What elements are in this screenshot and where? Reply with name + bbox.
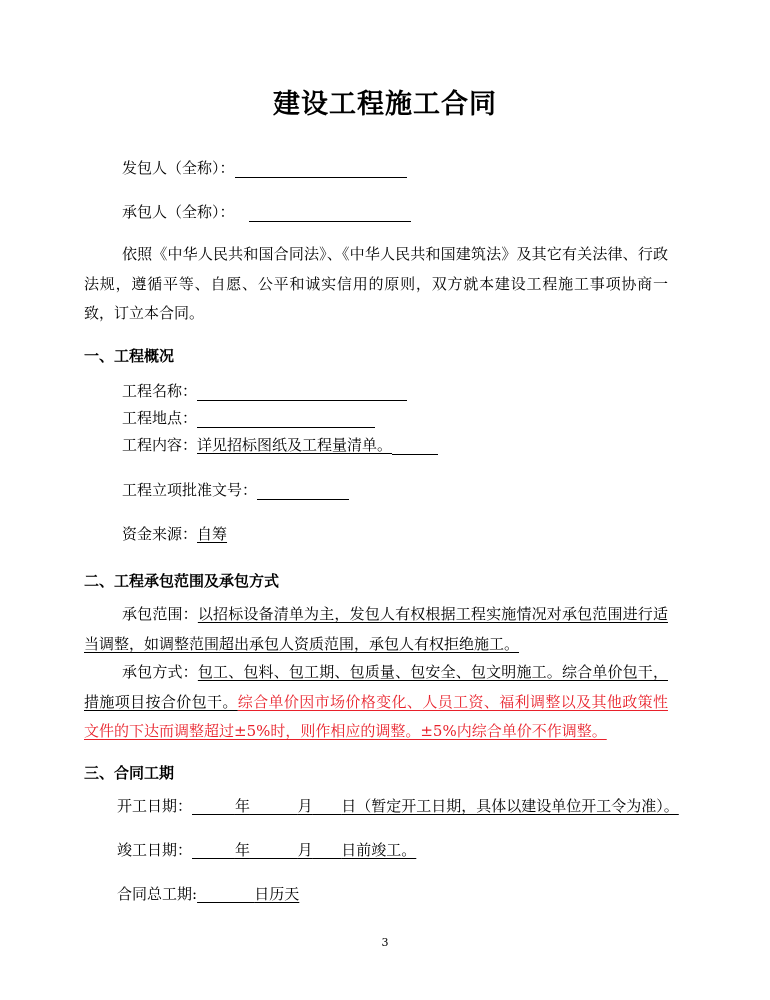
project-content-blank <box>392 436 438 455</box>
method-value: 包工、包料、包工期、包质量、包安全、包文明施工。综合单价包干，措施项目按合价包干。 <box>84 663 668 711</box>
contractor-blank[interactable] <box>235 159 407 178</box>
document-title: 建设工程施工合同 <box>273 89 497 120</box>
page-number: 3 <box>381 936 389 949</box>
end-date-value[interactable] <box>192 841 416 859</box>
contractee-label: 承包人（全称）： <box>122 203 235 221</box>
section1-heading: 一、工程概况 <box>84 347 175 365</box>
start-date-value[interactable] <box>192 797 679 815</box>
method-paragraph <box>84 658 668 747</box>
project-name-line <box>122 381 407 401</box>
contractor-label: 发包人（全称）： <box>122 159 235 177</box>
start-day-text: 日（暂定开工日期，具体以建设单位开工令为准）。 <box>341 797 679 815</box>
project-content-value: 详见招标图纸及工程量清单。 <box>197 436 393 454</box>
approval-line <box>122 480 349 500</box>
project-content-label: 工程内容： <box>122 436 198 454</box>
contractor-line <box>122 158 407 178</box>
end-year: 年 <box>234 841 250 859</box>
project-location-line <box>122 408 375 428</box>
start-date-line <box>117 796 679 816</box>
project-location-blank[interactable] <box>197 409 375 428</box>
start-month: 月 <box>297 797 313 815</box>
funding-line <box>122 524 227 544</box>
end-month: 月 <box>297 841 313 859</box>
end-day-text: 日前竣工。 <box>341 841 417 859</box>
project-name-label: 工程名称： <box>122 382 198 400</box>
method-red-clause: 综合单价因市场价格变化、人员工资、福利调整以及其他政策性文件的下达而调整超过±5%时，则作相应的调整。±5%内综合单价不作调整。 <box>84 692 668 740</box>
end-date-line <box>117 840 416 860</box>
funding-label: 资金来源： <box>122 525 198 543</box>
total-duration-line <box>117 884 299 904</box>
scope-label: 承包范围： <box>122 605 198 623</box>
section3-heading: 三、合同工期 <box>84 764 175 782</box>
project-content-line <box>122 435 438 455</box>
scope-paragraph <box>84 600 668 659</box>
preamble-paragraph: 依照《中华人民共和国合同法》、《中华人民共和国建筑法》及其它有关法律、行政法规，遵循平等、自愿、公平和诚实信用的原则，双方就本建设工程施工事项协商一致，订立本合同。 <box>84 245 668 322</box>
approval-label: 工程立项批准文号： <box>122 481 258 499</box>
total-duration-unit: 日历天 <box>254 885 300 903</box>
project-location-label: 工程地点： <box>122 409 198 427</box>
start-date-label: 开工日期： <box>117 797 193 815</box>
method-label: 承包方式： <box>122 663 198 681</box>
scope-value: 以招标设备清单为主，发包人有权根据工程实施情况对承包范围进行适当调整，如调整范围超出承包人资质范围，承包人有权拒绝施工。 <box>84 605 668 653</box>
end-date-label: 竣工日期： <box>117 841 193 859</box>
start-year: 年 <box>234 797 250 815</box>
section2-heading: 二、工程承包范围及承包方式 <box>84 572 280 590</box>
approval-blank[interactable] <box>257 481 349 500</box>
contractee-blank[interactable] <box>249 203 411 222</box>
funding-value: 自筹 <box>197 525 228 543</box>
total-duration-value[interactable] <box>197 885 299 903</box>
contractee-line <box>122 202 411 222</box>
total-duration-label: 合同总工期: <box>117 885 198 903</box>
project-name-blank[interactable] <box>197 382 407 401</box>
